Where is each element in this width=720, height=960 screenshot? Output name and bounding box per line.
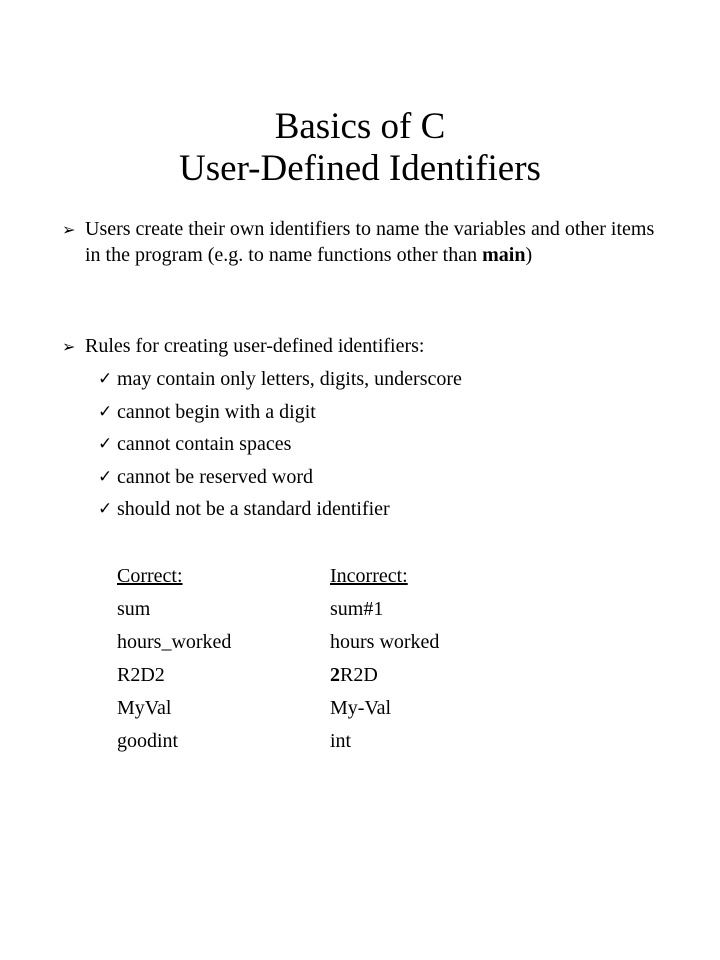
bullet-text-bold: main — [482, 243, 526, 266]
title-line-1: Basics of C — [274, 106, 446, 147]
incorrect-part: R2D — [340, 664, 378, 686]
rule-item — [98, 366, 462, 399]
correct-cell: R2D2 — [117, 664, 165, 686]
rule-item — [98, 464, 462, 497]
check-icon: ✓ — [98, 369, 113, 389]
title-line-2: User-Defined Identifiers — [179, 148, 541, 189]
bullet-text-part: Users create their own identifiers to name the variables and other items in the program (e.g. to name functions other than — [85, 218, 655, 266]
bullet-text-part: ) — [525, 243, 533, 266]
rule-item — [98, 399, 462, 432]
arrow-bullet-icon: ➢ — [62, 220, 76, 239]
arrow-bullet-icon: ➢ — [62, 337, 76, 356]
rule-text: cannot begin with a digit — [117, 400, 316, 423]
incorrect-cell — [330, 728, 351, 754]
rule-text: may contain only letters, digits, underscore — [117, 368, 462, 390]
incorrect-bold-part: 2 — [330, 664, 340, 686]
rule-text: should not be a standard identifier — [117, 498, 390, 520]
incorrect-cell — [330, 596, 383, 622]
rules-list — [98, 366, 462, 529]
incorrect-part: hours worked — [330, 631, 440, 653]
bullet-text: Rules for creating user-defined identifiers: — [85, 335, 425, 357]
rule-item — [98, 431, 462, 464]
bullet-text — [85, 217, 662, 268]
correct-cell: goodint — [117, 730, 179, 752]
rule-text: cannot be reserved word — [117, 465, 314, 488]
correct-cell: sum — [117, 598, 151, 620]
page-title — [0, 106, 720, 190]
correct-cell: hours_worked — [117, 631, 232, 653]
incorrect-part: sum#1 — [330, 598, 384, 620]
bullet-item — [62, 334, 662, 360]
correct-cell: MyVal — [117, 697, 172, 719]
correct-header: Correct: — [117, 565, 183, 587]
incorrect-header: Incorrect: — [330, 565, 408, 587]
incorrect-part: My-Val — [330, 697, 392, 719]
check-icon: ✓ — [98, 434, 113, 454]
incorrect-part: int — [330, 730, 352, 752]
bullet-item — [62, 217, 662, 268]
rule-item — [98, 496, 462, 529]
incorrect-cell — [330, 662, 378, 688]
incorrect-cell — [330, 629, 439, 655]
check-icon: ✓ — [98, 401, 113, 422]
check-icon: ✓ — [98, 499, 113, 519]
incorrect-cell — [330, 695, 391, 721]
rule-text: cannot contain spaces — [117, 433, 292, 455]
check-icon: ✓ — [98, 466, 113, 487]
